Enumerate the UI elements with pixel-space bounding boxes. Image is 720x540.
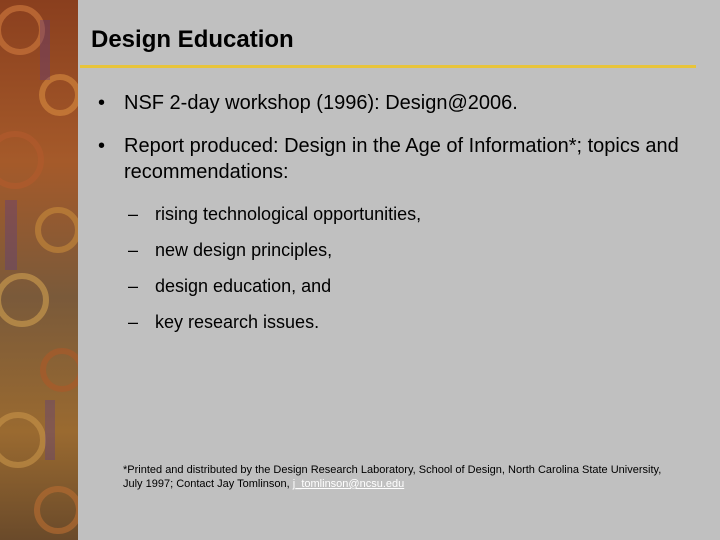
sub-bullet-text: new design principles, (155, 240, 333, 260)
footnote-text: *Printed and distributed by the Design Research Laboratory, School of Design, North Carolina State University, July 1997; Contact Jay Tomlinson, (123, 464, 662, 490)
bullet-mark: • (98, 135, 106, 157)
sub-bullet-item (128, 203, 422, 225)
bullet-mark: • (98, 92, 106, 114)
sub-bullet-text: key research issues. (155, 312, 320, 332)
gear-pattern-icon (0, 0, 78, 540)
slide-title: Design Education (91, 26, 294, 53)
sub-bullet-mark: – (128, 204, 139, 224)
sub-bullet-text: rising technological opportunities, (155, 204, 422, 224)
bullet-text: Report produced: Design in the Age of Information*; topics and recommendations: (124, 135, 679, 183)
sub-bullet-item (128, 275, 332, 297)
sub-bullet-item (128, 311, 320, 333)
sub-bullet-mark: – (128, 276, 139, 296)
bullet-item-workshop (98, 90, 694, 116)
bullet-item-report (98, 133, 694, 185)
footnote (123, 463, 683, 491)
sub-bullet-mark: – (128, 312, 139, 332)
bullet-text: NSF 2-day workshop (1996): Design@2006. (124, 92, 518, 114)
email-link[interactable]: j_tomlinson@ncsu.edu (292, 478, 405, 490)
sub-bullet-item (128, 239, 333, 261)
title-underline (80, 65, 696, 68)
sub-bullet-mark: – (128, 240, 139, 260)
gear-sidebar-decoration (0, 0, 78, 540)
sub-bullet-text: design education, and (155, 276, 332, 296)
